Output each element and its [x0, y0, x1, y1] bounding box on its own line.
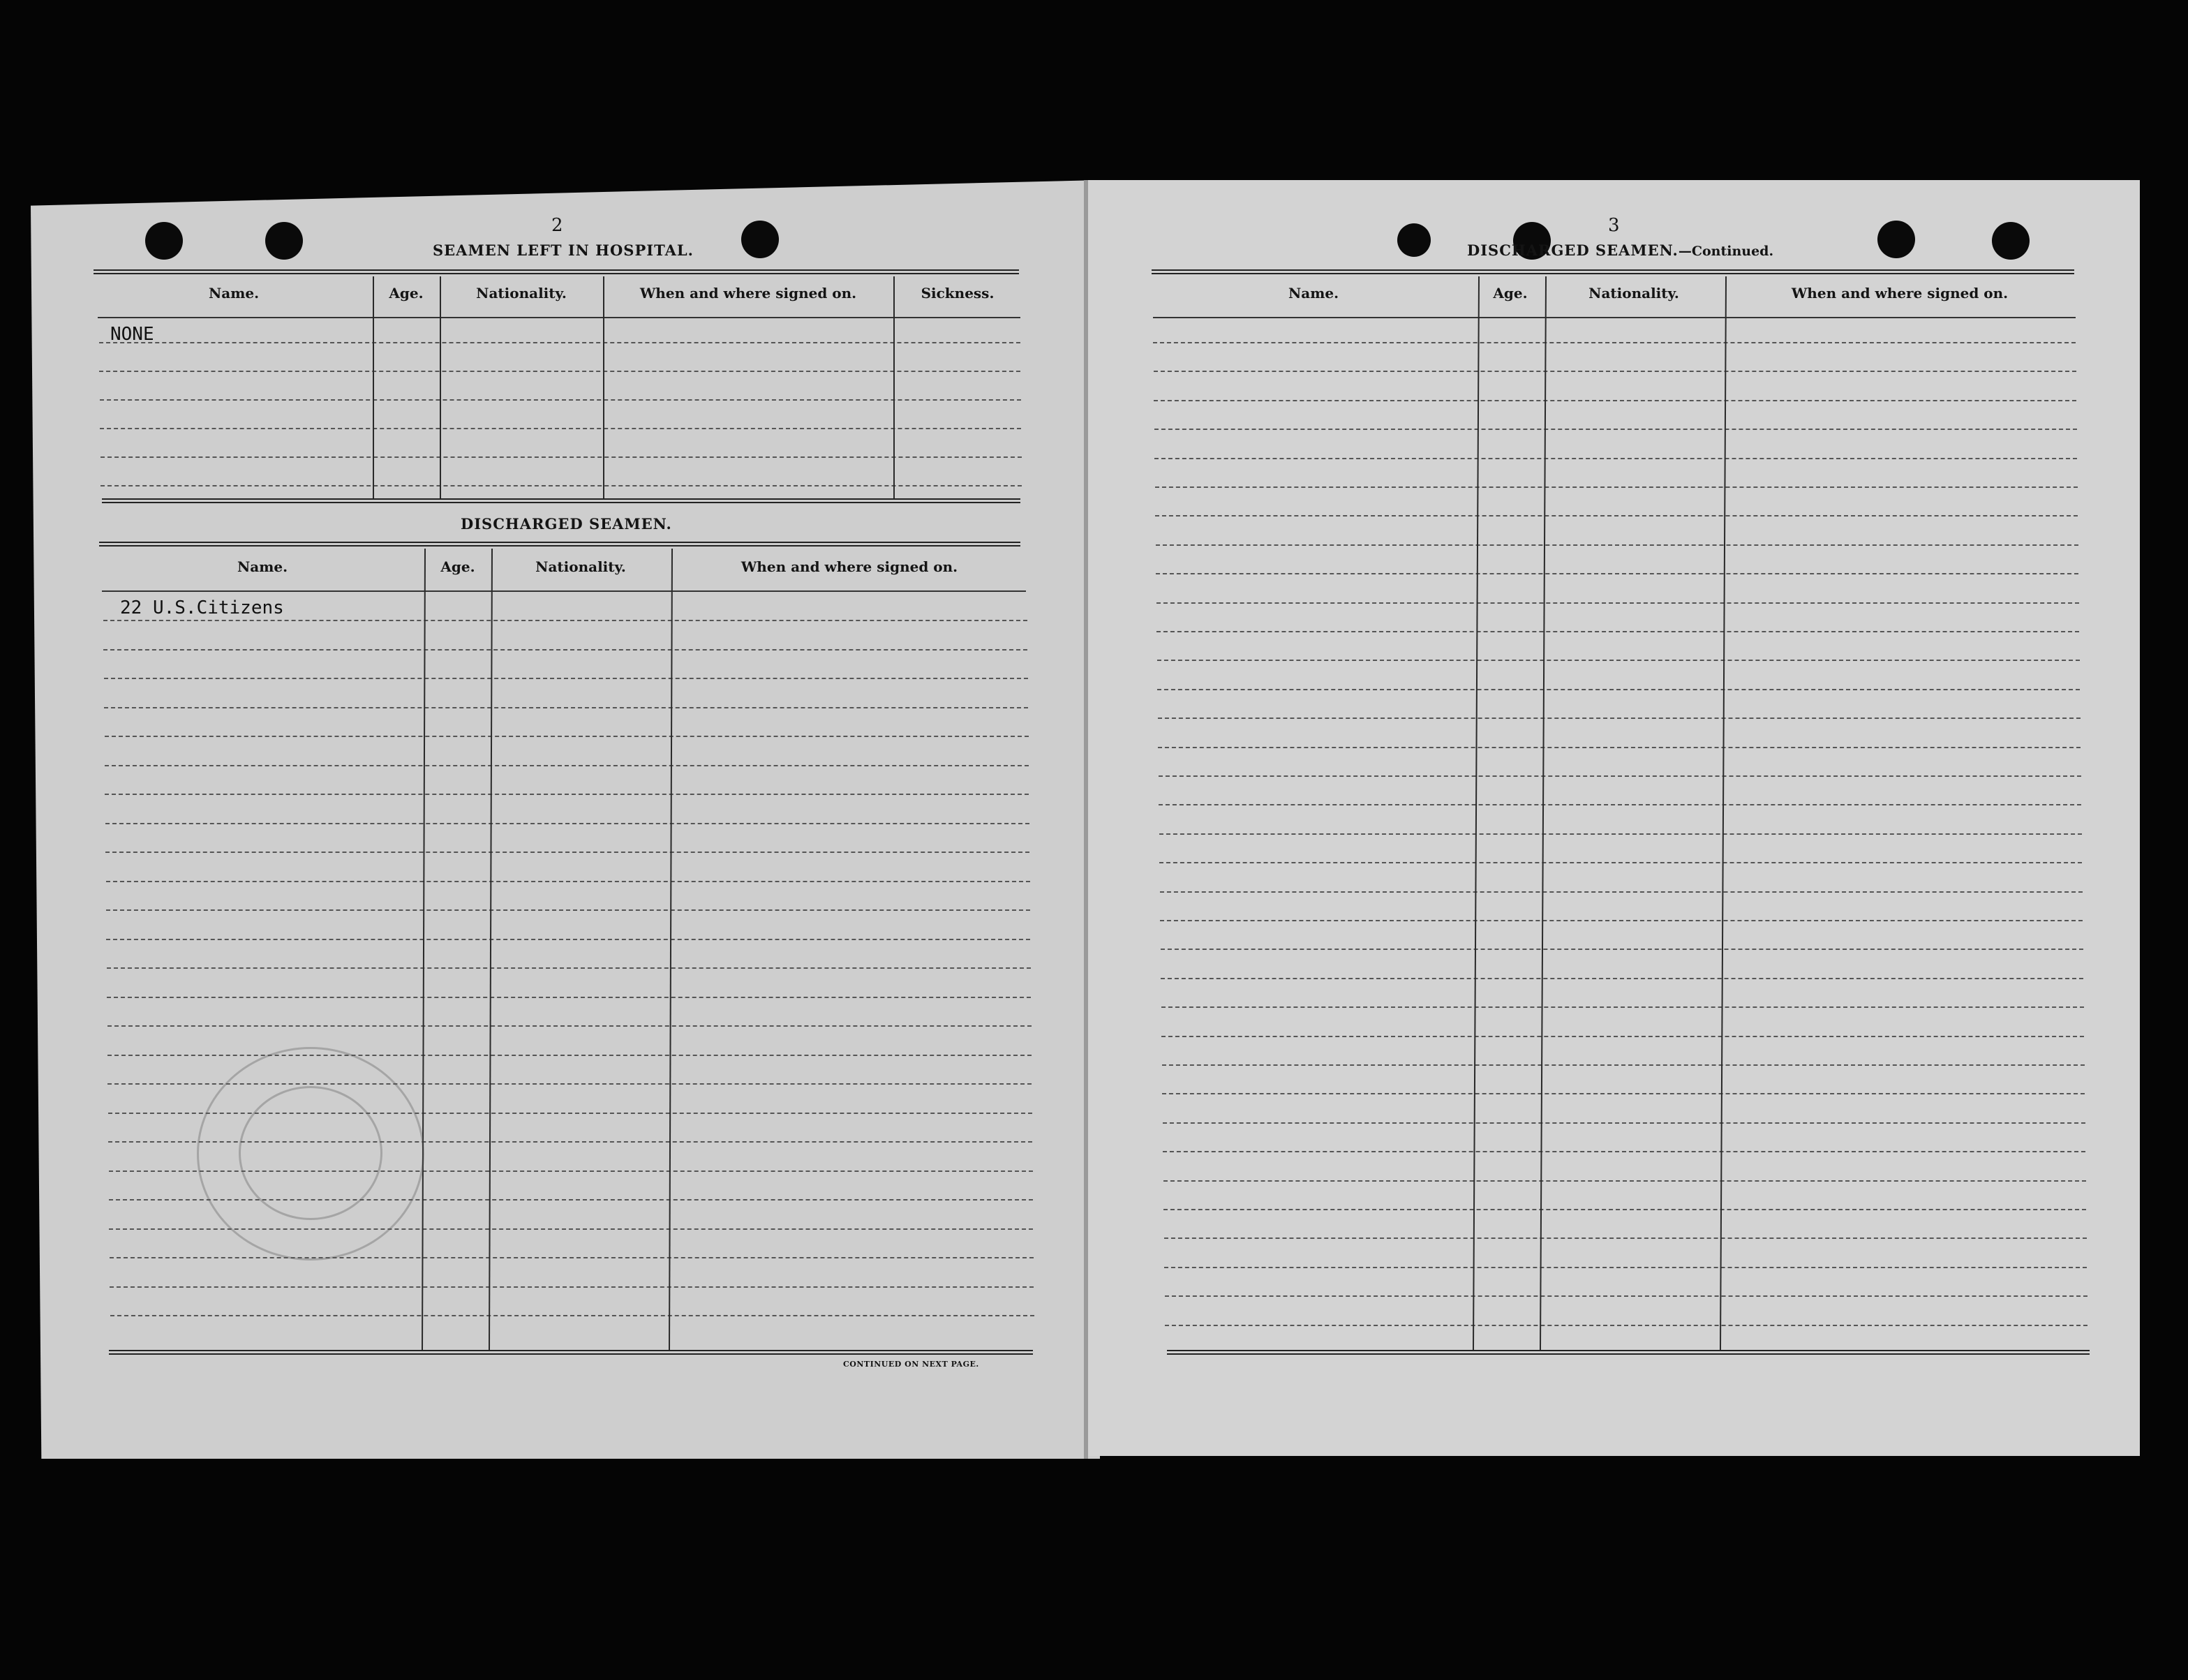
ruled-line — [1159, 775, 2081, 777]
ruled-line — [1163, 1209, 2086, 1210]
ruled-line — [1158, 718, 2081, 719]
col-header-signed-on: When and where signed on. — [741, 558, 958, 575]
ruled-line — [1164, 1237, 2087, 1239]
column-divider — [373, 276, 374, 500]
ruled-line — [1163, 1180, 2086, 1182]
hospital-entry: NONE — [110, 324, 154, 345]
ruled-line — [1162, 1093, 2085, 1094]
ruled-line — [1161, 1036, 2084, 1037]
ruled-line — [1156, 602, 2079, 604]
ruled-line — [107, 997, 1031, 998]
ruled-line — [104, 678, 1028, 679]
column-divider — [440, 276, 441, 500]
ruled-line — [105, 823, 1029, 824]
ruled-line — [1163, 1151, 2085, 1152]
section-title-discharged-continued — [1467, 241, 1773, 259]
ruled-line — [1158, 747, 2081, 748]
header-rule — [102, 590, 1026, 592]
ruled-line — [103, 649, 1027, 651]
ruled-line — [99, 371, 1020, 372]
col-header-age: Age. — [1493, 285, 1528, 302]
discharged-entry: 22 U.S.Citizens — [120, 597, 284, 618]
col-header-name: Name. — [237, 558, 288, 575]
ruled-line — [1161, 1006, 2084, 1008]
ruled-line — [1154, 371, 2076, 372]
ruled-line — [1155, 515, 2078, 516]
postmark-stamp-inner — [239, 1086, 382, 1220]
table-bottom-rule — [109, 1350, 1033, 1355]
ruled-line — [1156, 631, 2079, 632]
table-top-rule — [99, 542, 1020, 547]
col-header-age: Age. — [389, 285, 424, 302]
page-number: 3 — [1608, 215, 1620, 236]
punch-hole — [741, 221, 779, 258]
page-fold — [1084, 180, 1088, 1459]
ruled-line — [101, 456, 1022, 458]
column-divider — [603, 276, 604, 500]
ruled-line — [1157, 660, 2080, 661]
ruled-line — [1154, 458, 2077, 459]
ruled-line — [1159, 833, 2082, 835]
ruled-line — [105, 852, 1029, 853]
ruled-line — [1160, 920, 2083, 921]
ruled-line — [103, 620, 1027, 621]
ruled-line — [104, 707, 1028, 708]
ruled-line — [101, 485, 1022, 486]
table-top-rule — [1152, 269, 2074, 274]
ruled-line — [1153, 342, 2076, 343]
table-top-rule — [94, 269, 1019, 274]
ruled-line — [1164, 1267, 2087, 1268]
ruled-line — [1155, 486, 2078, 488]
col-header-nationality: Nationality. — [535, 558, 626, 575]
punch-hole — [1397, 223, 1431, 257]
ruled-line — [1154, 400, 2076, 401]
ruled-line — [1165, 1295, 2087, 1297]
ruled-line — [110, 1315, 1034, 1316]
ruled-line — [1160, 891, 2083, 893]
punch-hole — [145, 222, 183, 260]
ruled-line — [1165, 1325, 2087, 1326]
header-rule — [98, 317, 1020, 318]
section-title-hospital: SEAMEN LEFT IN HOSPITAL. — [433, 241, 694, 259]
ruled-line — [1157, 689, 2080, 690]
table-bottom-rule — [102, 498, 1020, 503]
col-header-sickness: Sickness. — [921, 285, 995, 302]
ruled-line — [107, 1025, 1032, 1027]
punch-hole — [1992, 222, 2030, 260]
column-divider — [893, 276, 895, 500]
ruled-line — [1159, 804, 2081, 805]
ruled-line — [1156, 573, 2078, 574]
col-header-age: Age. — [440, 558, 475, 575]
punch-hole — [265, 222, 303, 260]
ruled-line — [1163, 1122, 2085, 1124]
col-header-nationality: Nationality. — [1588, 285, 1679, 302]
col-header-name: Name. — [1288, 285, 1339, 302]
table-bottom-rule — [1167, 1350, 2090, 1355]
ruled-line — [106, 939, 1030, 940]
col-header-signed-on: When and where signed on. — [1791, 285, 2009, 302]
col-header-signed-on: When and where signed on. — [639, 285, 857, 302]
ruled-line — [105, 794, 1029, 795]
ruled-line — [1162, 1064, 2085, 1066]
punch-hole — [1877, 221, 1915, 258]
ruled-line — [107, 967, 1031, 969]
ruled-line — [105, 765, 1029, 766]
continued-note: CONTINUED ON NEXT PAGE. — [843, 1360, 979, 1369]
section-title-text: DISCHARGED SEAMEN. — [1467, 241, 1679, 259]
continued-suffix: —Continued. — [1678, 244, 1774, 259]
section-title-discharged: DISCHARGED SEAMEN. — [461, 515, 672, 533]
ruled-line — [105, 736, 1029, 737]
ruled-line — [107, 1055, 1032, 1056]
page-number: 2 — [551, 215, 563, 236]
col-header-name: Name. — [208, 285, 260, 302]
ruled-line — [1161, 949, 2083, 950]
ruled-line — [100, 399, 1021, 401]
ruled-line — [1156, 544, 2078, 546]
ruled-line — [110, 1286, 1034, 1288]
ruled-line — [1159, 862, 2082, 863]
ruled-line — [99, 342, 1020, 343]
ruled-line — [110, 1257, 1034, 1258]
ruled-line — [100, 428, 1021, 429]
col-header-nationality: Nationality. — [476, 285, 567, 302]
ruled-line — [106, 909, 1030, 911]
header-rule — [1153, 317, 2076, 318]
ruled-line — [1161, 978, 2083, 979]
ruled-line — [106, 881, 1030, 882]
ruled-line — [1154, 429, 2077, 430]
